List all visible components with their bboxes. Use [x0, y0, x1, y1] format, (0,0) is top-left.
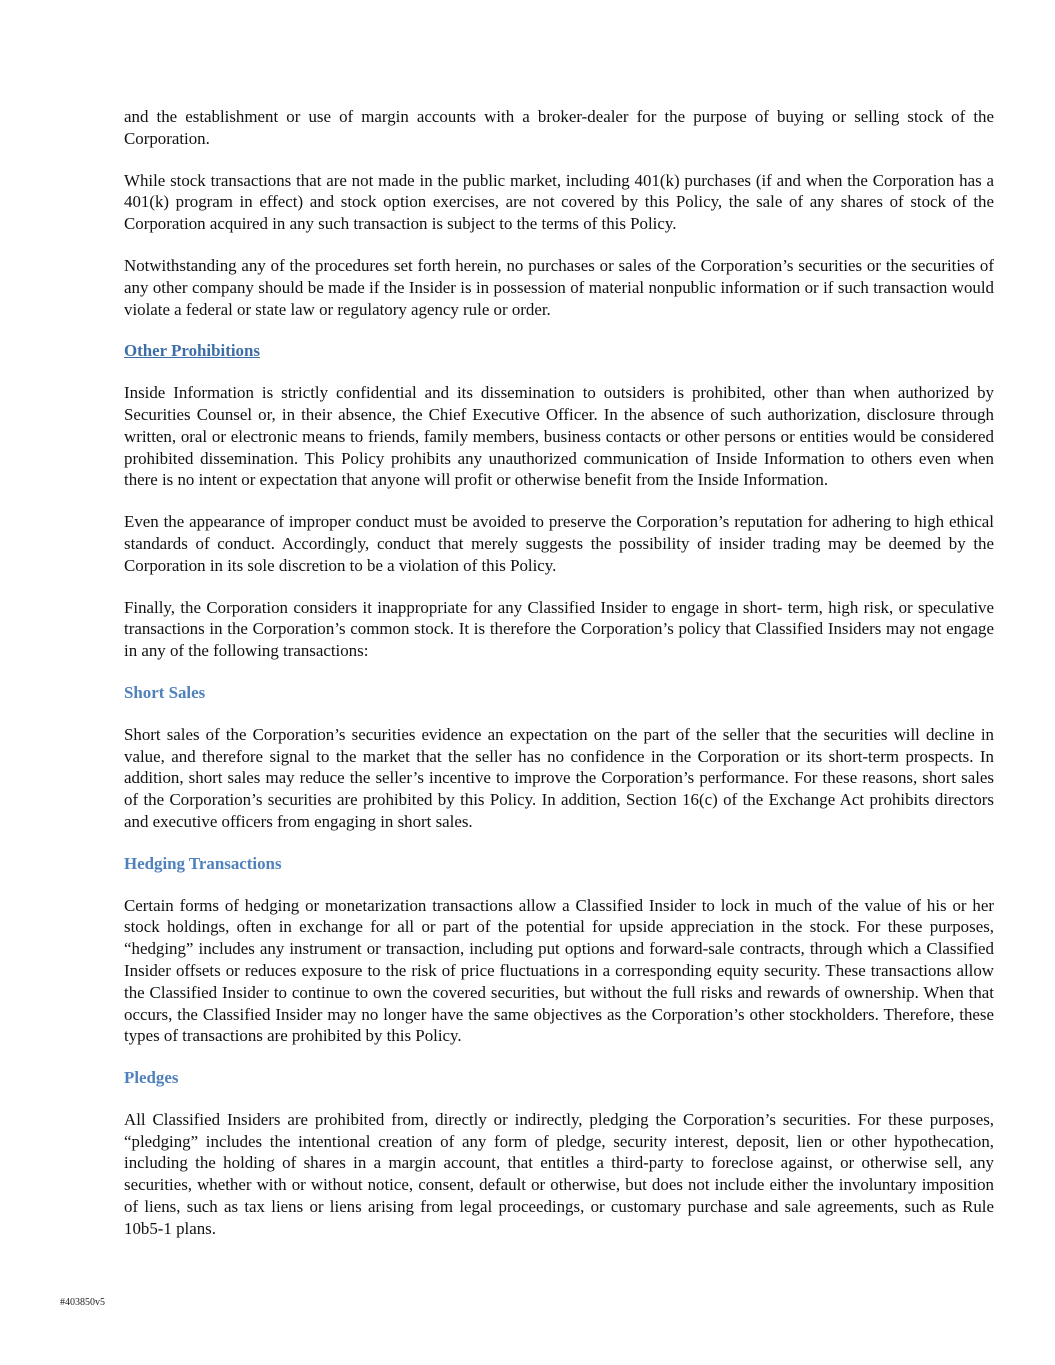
heading-hedging-transactions: Hedging Transactions: [124, 853, 282, 873]
paragraph-speculative-transactions: Finally, the Corporation considers it inappropriate for any Classified Insider to engage in short- term, high risk, or speculative transactions in the Corporation’s common stock. It is therefore the Corporation’s policy that Classified Insiders may not engage in any of the following transactions:: [124, 597, 994, 661]
paragraph-pledges: All Classified Insiders are prohibited from, directly or indirectly, pledging the Corporation’s securities. For these purposes, “pledging” includes the intentional creation of any form of pledge, security interest, deposit, lien or other hypothecation, including the holding of shares in a margin account, that entitles a third-party to foreclose against, or otherwise sell, any securities, whether with or without notice, consent, default or otherwise, but does not include either the involuntary imposition of liens, such as tax liens or liens arising from legal proceedings, or customary purchase and sale agreements, such as Rule 10b5-1 plans.: [124, 1109, 994, 1238]
heading-other-prohibitions: Other Prohibitions: [124, 341, 260, 361]
paragraph-improper-conduct: Even the appearance of improper conduct must be avoided to preserve the Corporation’s reputation for adhering to high ethical standards of conduct. Accordingly, conduct that merely suggests the possibility of insider trading may be deemed by the Corporation in its sole discretion to be a violation of this Policy.: [124, 512, 994, 575]
paragraph-margin-accounts: and the establishment or use of margin accounts with a broker-dealer for the purpose of buying or selling stock of the Corporation.: [124, 107, 994, 148]
heading-pledges: Pledges: [124, 1068, 179, 1088]
paragraph-notwithstanding: Notwithstanding any of the procedures set forth herein, no purchases or sales of the Corporation’s securities or the securities of any other company should be made if the Insider is in possession of material nonpublic information or if such transaction would violate a federal or state law or regulatory agency rule or order.: [124, 255, 994, 319]
document-page: [124, 106, 994, 1260]
paragraph-hedging-transactions: Certain forms of hedging or monetarization transactions allow a Classified Insider to lock in much of the value of his or her stock holdings, often in exchange for all or part of the potential for upside appreciation in the stock. For these purposes, “hedging” includes any instrument or transaction, including put options and forward-sale contracts, through which a Classified Insider offsets or reduces exposure to the risk of price fluctuations in a corresponding equity security. These transactions allow the Classified Insider to continue to own the covered securities, but without the full risks and rewards of ownership. When that occurs, the Classified Insider may no longer have the same objectives as the Corporation’s other stockholders. Therefore, these types of transactions are prohibited by this Policy.: [124, 895, 994, 1046]
paragraph-short-sales: Short sales of the Corporation’s securities evidence an expectation on the part of the seller that the securities will decline in value, and therefore signal to the market that the seller has no confidence in the Corporation or its short-term prospects. In addition, short sales may reduce the seller’s incentive to improve the Corporation’s performance. For these reasons, short sales of the Corporation’s securities are prohibited by this Policy. In addition, Section 16(c) of the Exchange Act prohibits directors and executive officers from engaging in short sales.: [124, 724, 994, 831]
paragraph-non-public-transactions: While stock transactions that are not made in the public market, including 401(k) purchases (if and when the Corporation has a 401(k) program in effect) and stock option exercises, are not covered by this Policy, the sale of any shares of stock of the Corporation acquired in any such transaction is subject to the terms of this Policy.: [124, 170, 994, 234]
heading-short-sales: Short Sales: [124, 682, 206, 702]
document-id: #403850v5: [60, 1297, 105, 1308]
paragraph-inside-information: Inside Information is strictly confidential and its dissemination to outsiders is prohibited, other than when authorized by Securities Counsel or, in their absence, the Chief Executive Officer. In the absence of such authorization, disclosure through written, oral or electronic means to friends, family members, business contacts or other persons or entities would be considered prohibited dissemination. This Policy prohibits any unauthorized communication of Inside Information to others even when there is no intent or expectation that anyone will profit or otherwise benefit from the Inside Information.: [124, 383, 994, 490]
